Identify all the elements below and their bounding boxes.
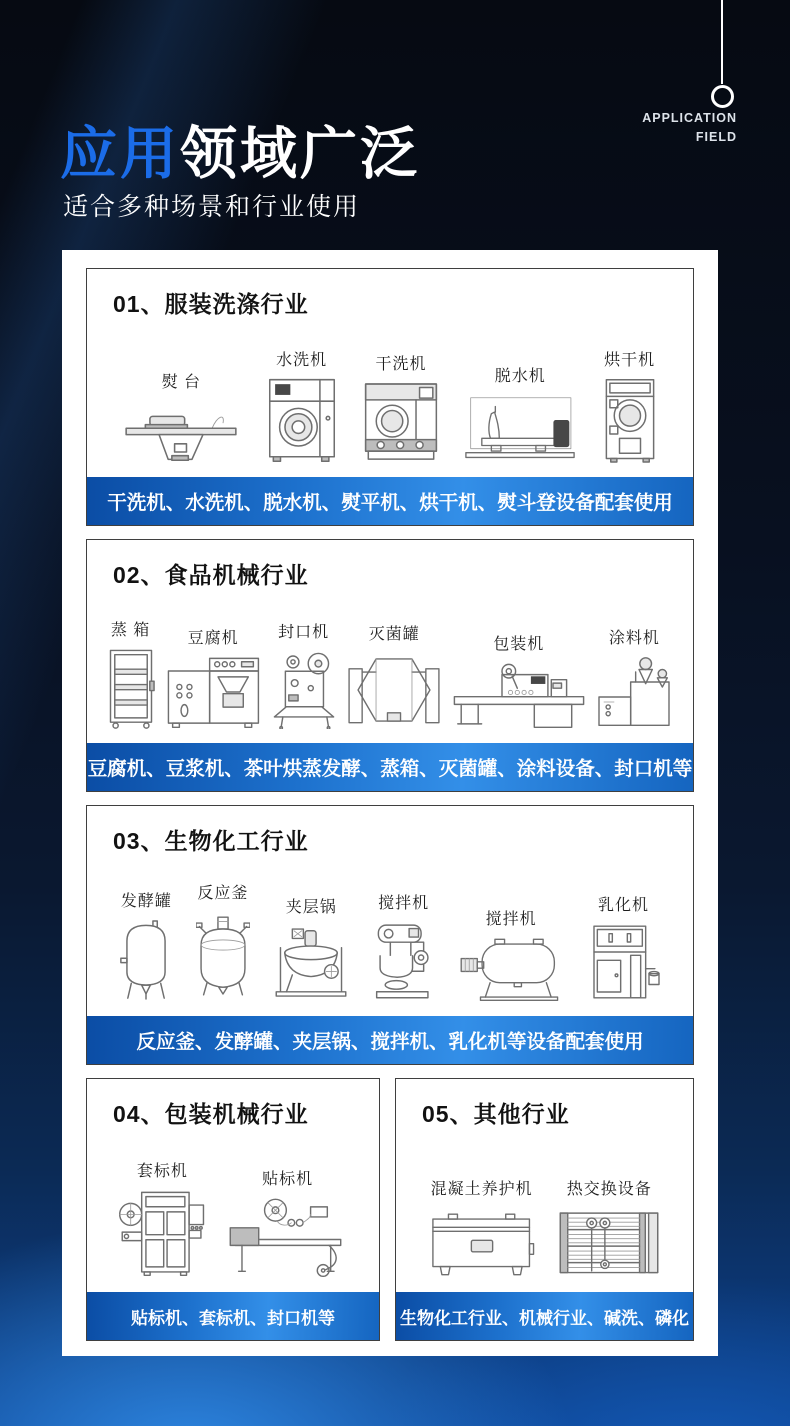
steam-cabinet-icon xyxy=(106,647,156,729)
equipment-item xyxy=(588,892,660,1002)
card-food-machinery xyxy=(86,539,694,792)
coating-machine-icon xyxy=(594,655,674,729)
equipment-row xyxy=(396,1129,693,1292)
page-title-rest: 领域广泛 xyxy=(180,122,420,187)
equipment-label: 夹层锅 xyxy=(285,899,337,916)
equipment-label: 搅拌机 xyxy=(378,895,430,912)
drying-machine-icon xyxy=(602,377,658,463)
equipment-label: 反应釜 xyxy=(197,885,249,902)
equipment-item xyxy=(557,1176,661,1278)
equipment-label: 熨 台 xyxy=(161,374,202,391)
card-other-industries xyxy=(395,1078,694,1341)
ironing-table-icon xyxy=(122,399,240,463)
equipment-label: 烘干机 xyxy=(604,352,656,369)
sterilizer-tank-icon xyxy=(345,651,443,729)
equipment-label: 豆腐机 xyxy=(187,630,239,647)
bottom-card-row xyxy=(86,1078,694,1341)
equipment-item xyxy=(452,631,586,729)
banner-text: 干洗机、水洗机、脱水机、熨平机、烘干机、熨斗登设备配套使用 xyxy=(107,492,673,514)
circle-marker-icon xyxy=(711,85,734,108)
card-title: 01、服装洗涤行业 xyxy=(113,291,309,317)
drum-mixer-icon xyxy=(458,936,564,1002)
equipment-item xyxy=(118,1158,206,1278)
equipment-item xyxy=(602,347,658,463)
equipment-label: 套标机 xyxy=(136,1163,188,1180)
banner-text: 生物化工行业、机械行业、碱洗、磷化 xyxy=(400,1308,689,1328)
page-subtitle: 适合多种场景和行业使用 xyxy=(63,193,361,221)
sealing-machine-icon xyxy=(271,649,337,729)
equipment-label: 水洗机 xyxy=(276,352,328,369)
page-title xyxy=(60,108,420,190)
equipment-item xyxy=(106,617,156,729)
equipment-label: 搅拌机 xyxy=(485,911,537,928)
card-title: 03、生物化工行业 xyxy=(113,828,309,854)
equipment-item xyxy=(266,347,338,463)
equipment-label: 灭菌罐 xyxy=(368,626,420,643)
sleeve-labeling-machine-icon xyxy=(118,1188,206,1278)
emulsifying-machine-icon xyxy=(588,922,660,1002)
card-title: 04、包装机械行业 xyxy=(113,1101,309,1127)
equipment-item xyxy=(122,369,240,463)
fermentation-tank-icon xyxy=(120,918,172,1002)
banner-strip xyxy=(87,477,693,525)
card-garment-washing xyxy=(86,268,694,526)
reaction-kettle-icon xyxy=(196,910,250,1002)
banner-text: 反应釜、发酵罐、夹层锅、搅拌机、乳化机等设备配套使用 xyxy=(136,1031,644,1053)
heat-exchange-equipment-icon xyxy=(557,1206,661,1278)
equipment-item xyxy=(464,363,576,463)
equipment-item xyxy=(196,880,250,1002)
equipment-item xyxy=(363,351,439,463)
equipment-item xyxy=(273,894,349,1002)
equipment-label: 贴标机 xyxy=(262,1171,314,1188)
card-packaging-machinery xyxy=(86,1078,380,1341)
equipment-label: 蒸 箱 xyxy=(110,622,151,639)
equipment-label: 脱水机 xyxy=(494,368,546,385)
equipment-item xyxy=(164,625,262,729)
banner-strip xyxy=(87,1292,379,1340)
card-biochemical xyxy=(86,805,694,1065)
banner-strip xyxy=(87,743,693,791)
equipment-item xyxy=(228,1166,348,1278)
equipment-item xyxy=(373,890,435,1002)
equipment-item xyxy=(271,619,337,729)
vertical-line-decoration xyxy=(721,0,723,84)
corner-label xyxy=(642,109,737,147)
equipment-item xyxy=(458,906,564,1002)
equipment-item xyxy=(594,625,674,729)
equipment-item xyxy=(345,621,443,729)
card-title: 05、其他行业 xyxy=(422,1101,570,1127)
tofu-machine-icon xyxy=(164,655,262,729)
equipment-row xyxy=(87,319,693,477)
content-panel xyxy=(62,250,718,1356)
equipment-item xyxy=(120,888,172,1002)
equipment-label: 混凝土养护机 xyxy=(430,1181,533,1198)
banner-text: 贴标机、套标机、封口机等 xyxy=(131,1308,335,1328)
banner-text: 豆腐机、豆浆机、茶叶烘蒸发酵、蒸箱、灭菌罐、涂料设备、封口机等 xyxy=(87,758,693,780)
corner-label-line2: FIELD xyxy=(695,130,737,144)
equipment-label: 热交换设备 xyxy=(566,1181,652,1198)
packaging-machine-icon xyxy=(452,661,586,729)
equipment-row xyxy=(87,1129,379,1292)
equipment-label: 封口机 xyxy=(278,624,330,641)
equipment-label: 干洗机 xyxy=(375,356,427,373)
equipment-row xyxy=(87,856,693,1016)
jacketed-kettle-icon xyxy=(273,924,349,1002)
banner-strip xyxy=(396,1292,693,1340)
equipment-label: 涂料机 xyxy=(608,630,660,647)
equipment-label: 包装机 xyxy=(493,636,545,653)
equipment-label: 乳化机 xyxy=(598,897,650,914)
equipment-label: 发酵罐 xyxy=(120,893,172,910)
page-title-highlight: 应用 xyxy=(60,122,180,187)
concrete-curing-machine-icon xyxy=(428,1206,536,1278)
dry-cleaning-machine-icon xyxy=(363,381,439,463)
water-washing-machine-icon xyxy=(266,377,338,463)
banner-strip xyxy=(87,1016,693,1064)
stand-mixer-icon xyxy=(373,920,435,1002)
card-title: 02、食品机械行业 xyxy=(113,562,309,588)
labeling-machine-icon xyxy=(228,1196,348,1278)
equipment-item xyxy=(428,1176,536,1278)
corner-label-line1: APPLICATION xyxy=(642,111,737,125)
dewatering-machine-icon xyxy=(464,393,576,463)
equipment-row xyxy=(87,590,693,743)
